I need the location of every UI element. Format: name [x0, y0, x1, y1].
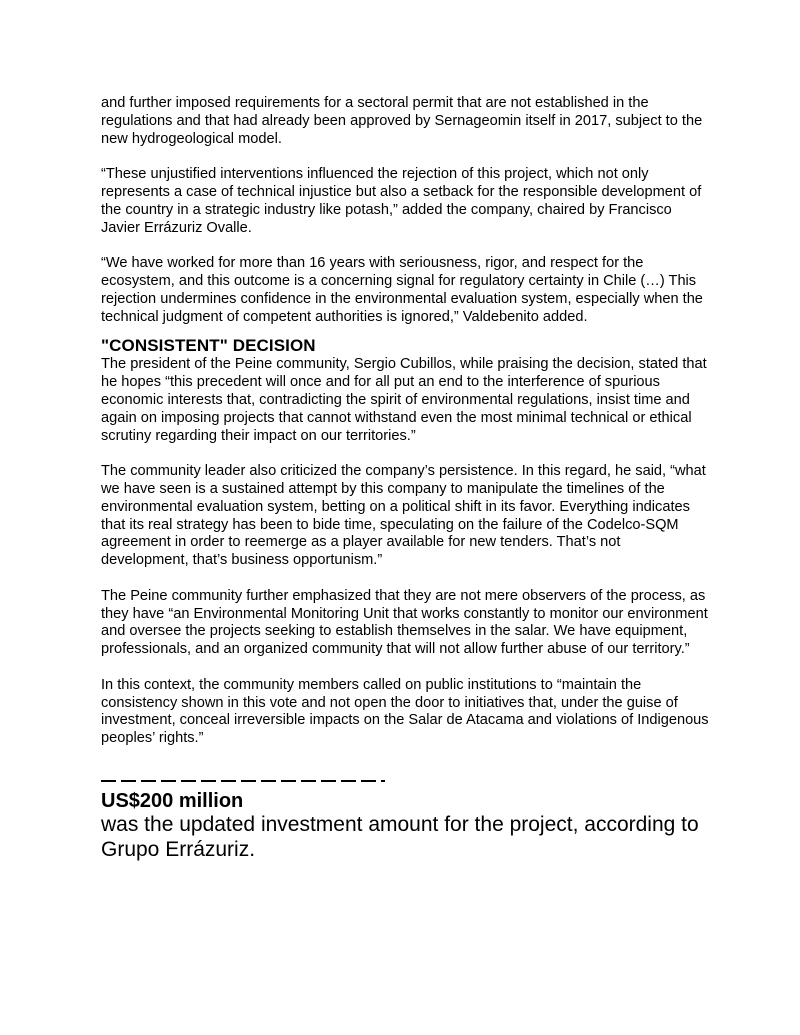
paragraph-company-quote: “These unjustified interventions influenced the rejection of this project, which not only represents a case of technical injustice but also a setback for the responsible development of the country in a strategic industry like potash,” added the company, chaired by Francisco Javier Errázuriz Ovalle. — [101, 166, 702, 236]
dashed-rule — [101, 780, 385, 783]
paragraph-spacer — [101, 570, 711, 588]
paragraph-valdebenito-quote: “We have worked for more than 16 years with seriousness, rigor, and respect for the ecosystem, and this outcome is a concerning signal for regulatory certainty in Chile (…) This rejection undermines confidence in the environmental evaluation system, especially when the technical judgment of competent authorities is ignored,” Valdebenito added. — [101, 255, 703, 325]
callout-divider — [101, 772, 711, 790]
callout-value: US$200 million — [101, 789, 244, 812]
paragraph-spacer — [101, 237, 711, 255]
paragraph-cubillos-statement: The president of the Peine community, Sergio Cubillos, while praising the decision, stated that he hopes “this precedent will once and for all put an end to the interference of spurious economic interests that, contradicting the spirit of environmental regulations, insist time and again on imposing projects that cannot withstand even the most minimal technical or ethical scrutiny regarding their impact on our territories.” — [101, 356, 707, 444]
paragraph-spacer — [101, 148, 711, 166]
article-page — [101, 95, 711, 862]
section-heading: "CONSISTENT" DECISION — [101, 336, 316, 356]
paragraph-spacer — [101, 659, 711, 677]
paragraph-public-institutions: In this context, the community members called on public institutions to “maintain the consistency shown in this vote and not open the door to initiatives that, under the guise of investment, conceal irreversible impacts on the Salar de Atacama and violations of Indigenous peoples’ rights.” — [101, 676, 709, 747]
callout-description: was the updated investment amount for the project, according to Grupo Errázuriz. — [101, 812, 699, 861]
paragraph-monitoring-unit: The Peine community further emphasized that they are not mere observers of the process, as they have “an Environmental Monitoring Unit that works constantly to monitor our environment and oversee the projects seeking to establish themselves in the salar. We have equipment, professionals, and an organized community that will not allow further abuse of our territory.” — [101, 587, 708, 658]
paragraph-spacer — [101, 445, 711, 463]
paragraph-company-persistence: The community leader also criticized the company’s persistence. In this regard, he said, “what we have seen is a sustained attempt by this company to manipulate the timelines of the environmental evaluation system, betting on a political shift in its favor. Everything indicates that its real strategy has been to bide time, speculating on the failure of the Codelco-SQM agreement in order to reemerge as a player available for new tenders. That’s not development, that’s business opportunism.” — [101, 463, 706, 569]
paragraph-permit-requirements: and further imposed requirements for a sectoral permit that are not established in the regulations and that had already been approved by Sernageomin itself in 2017, subject to the new hydrogeological model. — [101, 95, 703, 147]
